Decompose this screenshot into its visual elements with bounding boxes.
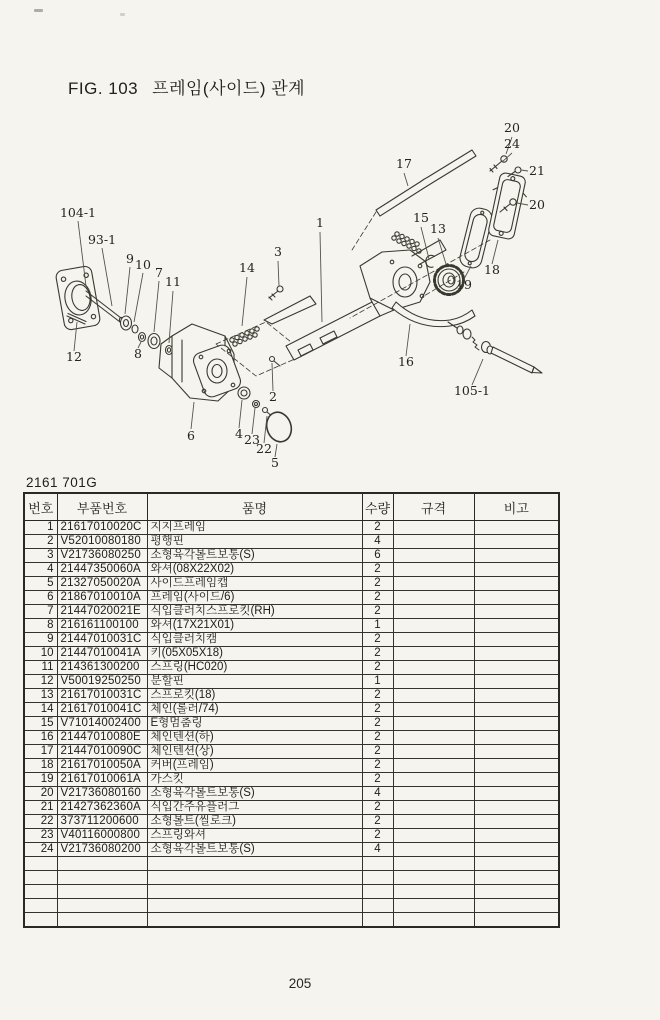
leader-line [278, 261, 279, 286]
table-row [24, 731, 559, 745]
table-row [24, 787, 559, 801]
empty-cell [147, 913, 362, 928]
table-row [24, 577, 559, 591]
col-part-name: 스프링와셔 [147, 829, 362, 843]
col-remarks [474, 675, 559, 689]
col-remarks [474, 801, 559, 815]
col-spec [393, 759, 474, 773]
col-qty: 2 [362, 745, 393, 759]
empty-cell [24, 871, 57, 885]
col-qty: 2 [362, 717, 393, 731]
col-part-name: 키(05X05X18) [147, 647, 362, 661]
col-part-number: 21617010031C [57, 689, 147, 703]
table-row [24, 647, 559, 661]
leader-line [492, 240, 498, 264]
col-part-number: 21617010020C [57, 521, 147, 535]
callout-23: 23 [244, 432, 260, 447]
empty-cell [57, 913, 147, 928]
column-header: 부품번호 [57, 493, 147, 521]
col-spec [393, 591, 474, 605]
col-part-name: 소형육각볼트보통(S) [147, 787, 362, 801]
col-part-name: 커버(프레임) [147, 759, 362, 773]
leader-line [320, 232, 322, 322]
col-remarks [474, 563, 559, 577]
col-remarks [474, 521, 559, 535]
dashed-line [352, 212, 376, 250]
callout-11: 11 [165, 274, 181, 289]
col-no: 5 [24, 577, 57, 591]
leader-line [239, 400, 242, 428]
callout-22: 22 [256, 441, 272, 456]
col-remarks [474, 703, 559, 717]
col-spec [393, 717, 474, 731]
col-part-number: 21447010080E [57, 731, 147, 745]
empty-cell [24, 885, 57, 899]
table-row [24, 521, 559, 535]
table-row [24, 745, 559, 759]
table-row [24, 605, 559, 619]
col-qty: 4 [362, 787, 393, 801]
leader-line [472, 359, 483, 385]
callout-5: 5 [271, 455, 279, 470]
col-part-number: 21867010010A [57, 591, 147, 605]
col-part-number: 21447010041A [57, 647, 147, 661]
part-side-frame-housing [159, 324, 295, 445]
col-part-number: 21447020021E [57, 605, 147, 619]
col-remarks [474, 843, 559, 857]
leader-line [421, 227, 429, 259]
col-no: 14 [24, 703, 57, 717]
empty-cell [24, 857, 57, 871]
empty-cell [24, 913, 57, 928]
empty-cell [393, 857, 474, 871]
col-qty: 2 [362, 773, 393, 787]
col-remarks [474, 689, 559, 703]
empty-cell [57, 857, 147, 871]
table-row [24, 591, 559, 605]
col-part-number: V52010080180 [57, 535, 147, 549]
parts-table [23, 492, 560, 928]
callout-105-1: 105-1 [453, 383, 491, 398]
col-part-name: 사이드프레임캡 [147, 577, 362, 591]
empty-cell [362, 899, 393, 913]
table-row [24, 563, 559, 577]
col-part-name: 가스킷 [147, 773, 362, 787]
col-part-name: 와셔(17X21X01) [147, 619, 362, 633]
col-no: 8 [24, 619, 57, 633]
callout-93-1: 93-1 [87, 232, 117, 247]
col-part-number: 21447010031C [57, 633, 147, 647]
col-qty: 2 [362, 689, 393, 703]
scan-artifact [34, 9, 43, 12]
col-remarks [474, 829, 559, 843]
col-no: 7 [24, 605, 57, 619]
col-part-number: V50019250250 [57, 675, 147, 689]
col-qty: 1 [362, 619, 393, 633]
empty-cell [362, 913, 393, 928]
col-spec [393, 815, 474, 829]
empty-row [24, 871, 559, 885]
callout-19: 19 [456, 277, 472, 292]
drawing-code: 2161 701G [26, 475, 98, 490]
callout-17: 17 [396, 156, 412, 171]
col-spec [393, 563, 474, 577]
col-spec [393, 521, 474, 535]
col-part-name: 스프로킷(18) [147, 689, 362, 703]
col-spec [393, 829, 474, 843]
empty-cell [393, 913, 474, 928]
col-part-name: E형멈춤링 [147, 717, 362, 731]
empty-cell [362, 885, 393, 899]
col-spec [393, 703, 474, 717]
callout-15: 15 [413, 210, 429, 225]
col-spec [393, 633, 474, 647]
callout-6: 6 [187, 428, 195, 443]
col-no: 4 [24, 563, 57, 577]
col-part-number: 21447350060A [57, 563, 147, 577]
table-row [24, 717, 559, 731]
callout-14: 14 [239, 260, 255, 275]
col-part-name: 소형육각볼트보통(S) [147, 549, 362, 563]
col-remarks [474, 535, 559, 549]
empty-cell [393, 885, 474, 899]
col-part-number: V71014002400 [57, 717, 147, 731]
col-remarks [474, 759, 559, 773]
empty-cell [362, 871, 393, 885]
empty-cell [393, 871, 474, 885]
table-row [24, 549, 559, 563]
part-bolt-3 [269, 286, 283, 300]
col-remarks [474, 717, 559, 731]
col-spec [393, 675, 474, 689]
col-part-name: 프레임(사이드/6) [147, 591, 362, 605]
col-qty: 2 [362, 605, 393, 619]
col-spec [393, 661, 474, 675]
col-remarks [474, 731, 559, 745]
col-part-number: V21736080200 [57, 843, 147, 857]
col-part-number: V21736080160 [57, 787, 147, 801]
callout-1: 1 [316, 215, 324, 230]
col-spec [393, 731, 474, 745]
leader-line [78, 221, 86, 286]
col-part-name: 소형육각볼트보통(S) [147, 843, 362, 857]
leader-line [242, 277, 247, 326]
callout-18: 18 [484, 262, 500, 277]
col-remarks [474, 633, 559, 647]
table-row [24, 829, 559, 843]
col-no: 10 [24, 647, 57, 661]
col-part-number: 216161100100 [57, 619, 147, 633]
col-part-number: 21617010050A [57, 759, 147, 773]
col-no: 19 [24, 773, 57, 787]
callout-20: 20 [504, 120, 520, 135]
exploded-parts-diagram [20, 110, 640, 470]
col-part-name: 체인(롤러/74) [147, 703, 362, 717]
col-qty: 4 [362, 843, 393, 857]
col-part-number: 21617010061A [57, 773, 147, 787]
empty-cell [57, 899, 147, 913]
col-part-number: 21447010090C [57, 745, 147, 759]
col-qty: 2 [362, 759, 393, 773]
scan-artifact [120, 13, 125, 16]
col-spec [393, 843, 474, 857]
callout-layer [60, 120, 545, 470]
col-remarks [474, 549, 559, 563]
col-spec [393, 801, 474, 815]
col-part-number: V40116000800 [57, 829, 147, 843]
leader-line [134, 273, 143, 322]
col-qty: 2 [362, 563, 393, 577]
callout-8: 8 [134, 346, 142, 361]
table-header-row [24, 493, 559, 521]
table-row [24, 801, 559, 815]
table-row [24, 689, 559, 703]
empty-cell [147, 885, 362, 899]
empty-cell [474, 885, 559, 899]
col-qty: 2 [362, 591, 393, 605]
col-part-name: 와셔(08X22X02) [147, 563, 362, 577]
col-qty: 4 [362, 535, 393, 549]
column-header: 번호 [24, 493, 57, 521]
col-part-number: 21327050020A [57, 577, 147, 591]
col-spec [393, 689, 474, 703]
table-row [24, 633, 559, 647]
col-no: 22 [24, 815, 57, 829]
callout-4: 4 [235, 426, 243, 441]
empty-cell [147, 871, 362, 885]
col-spec [393, 535, 474, 549]
page-title [68, 74, 305, 99]
callout-10: 10 [135, 257, 151, 272]
col-remarks [474, 619, 559, 633]
empty-row [24, 899, 559, 913]
col-qty: 2 [362, 731, 393, 745]
empty-cell [474, 913, 559, 928]
col-no: 12 [24, 675, 57, 689]
col-no: 3 [24, 549, 57, 563]
empty-cell [57, 871, 147, 885]
col-part-name: 식입클러치캠 [147, 633, 362, 647]
col-no: 24 [24, 843, 57, 857]
empty-cell [57, 885, 147, 899]
figure-title-korean: 프레임(사이드) 관계 [152, 79, 306, 98]
table-row [24, 759, 559, 773]
col-part-name: 식입클러치스프로킷(RH) [147, 605, 362, 619]
callout-20: 20 [529, 197, 545, 212]
leader-line [102, 248, 112, 306]
callout-7: 7 [155, 265, 163, 280]
col-part-name: 소형볼트(씰로크) [147, 815, 362, 829]
col-spec [393, 787, 474, 801]
col-remarks [474, 661, 559, 675]
empty-cell [474, 857, 559, 871]
callout-9: 9 [126, 251, 134, 266]
part-support-flange [55, 265, 123, 330]
leader-line [406, 324, 410, 356]
empty-cell [147, 899, 362, 913]
col-qty: 6 [362, 549, 393, 563]
col-remarks [474, 591, 559, 605]
col-qty: 2 [362, 829, 393, 843]
column-header: 품명 [147, 493, 362, 521]
callout-3: 3 [274, 244, 282, 259]
table-row [24, 661, 559, 675]
callout-24: 24 [504, 136, 520, 151]
col-no: 17 [24, 745, 57, 759]
col-spec [393, 577, 474, 591]
col-remarks [474, 647, 559, 661]
col-no: 21 [24, 801, 57, 815]
part-tension-bar-upper [376, 150, 476, 216]
page-number: 205 [288, 976, 312, 991]
col-qty: 2 [362, 633, 393, 647]
col-remarks [474, 773, 559, 787]
leader-line [272, 363, 273, 391]
col-qty: 2 [362, 815, 393, 829]
table-row [24, 535, 559, 549]
col-part-number: V21736080250 [57, 549, 147, 563]
table-row [24, 843, 559, 857]
col-qty: 2 [362, 801, 393, 815]
column-header: 비고 [474, 493, 559, 521]
col-qty: 1 [362, 675, 393, 689]
empty-cell [474, 899, 559, 913]
col-no: 1 [24, 521, 57, 535]
empty-row [24, 885, 559, 899]
part-output-shaft [448, 322, 542, 373]
col-qty: 2 [362, 521, 393, 535]
col-remarks [474, 787, 559, 801]
col-spec [393, 549, 474, 563]
col-no: 9 [24, 633, 57, 647]
leader-line [404, 173, 408, 186]
col-no: 6 [24, 591, 57, 605]
col-qty: 2 [362, 661, 393, 675]
leader-line [521, 170, 528, 171]
col-spec [393, 647, 474, 661]
table-row [24, 703, 559, 717]
col-part-name: 체인텐션(하) [147, 731, 362, 745]
col-part-number: 214361300200 [57, 661, 147, 675]
col-no: 16 [24, 731, 57, 745]
empty-row [24, 857, 559, 871]
col-spec [393, 619, 474, 633]
col-part-name: 체인텐션(상) [147, 745, 362, 759]
col-remarks [474, 577, 559, 591]
figure-number: FIG. 103 [68, 79, 139, 98]
col-spec [393, 605, 474, 619]
col-no: 11 [24, 661, 57, 675]
leader-line [74, 322, 77, 351]
col-part-name: 스프링(HC020) [147, 661, 362, 675]
col-part-number: 373711200600 [57, 815, 147, 829]
callout-21: 21 [529, 163, 545, 178]
col-remarks [474, 605, 559, 619]
col-part-name: 식입간주유플러그 [147, 801, 362, 815]
callout-16: 16 [398, 354, 414, 369]
leader-line [191, 402, 194, 429]
callout-12: 12 [66, 349, 82, 364]
col-no: 2 [24, 535, 57, 549]
col-qty: 2 [362, 577, 393, 591]
col-part-name: 분할핀 [147, 675, 362, 689]
column-header: 수량 [362, 493, 393, 521]
empty-cell [24, 899, 57, 913]
leader-line [125, 267, 130, 314]
table-row [24, 619, 559, 633]
col-part-name: 평행핀 [147, 535, 362, 549]
empty-row [24, 913, 559, 928]
column-header: 규격 [393, 493, 474, 521]
col-spec [393, 773, 474, 787]
callout-104-1: 104-1 [59, 205, 97, 220]
col-spec [393, 745, 474, 759]
callout-13: 13 [430, 221, 446, 236]
table-row [24, 815, 559, 829]
table-row [24, 675, 559, 689]
col-qty: 2 [362, 647, 393, 661]
part-gasket [458, 206, 494, 270]
col-no: 23 [24, 829, 57, 843]
col-no: 20 [24, 787, 57, 801]
col-no: 15 [24, 717, 57, 731]
empty-cell [147, 857, 362, 871]
col-no: 18 [24, 759, 57, 773]
table-row [24, 773, 559, 787]
part-shaft-collars [121, 316, 173, 355]
col-part-number: 21617010041C [57, 703, 147, 717]
col-no: 13 [24, 689, 57, 703]
empty-cell [362, 857, 393, 871]
part-bolt-2 [270, 357, 281, 367]
col-remarks [474, 815, 559, 829]
leader-line [252, 408, 255, 434]
col-remarks [474, 745, 559, 759]
col-part-name: 지지프레임 [147, 521, 362, 535]
empty-cell [393, 899, 474, 913]
callout-2: 2 [269, 389, 277, 404]
part-chain-lower [230, 327, 259, 346]
empty-cell [474, 871, 559, 885]
col-qty: 2 [362, 703, 393, 717]
leader-line [154, 281, 159, 332]
col-part-number: 21427362360A [57, 801, 147, 815]
